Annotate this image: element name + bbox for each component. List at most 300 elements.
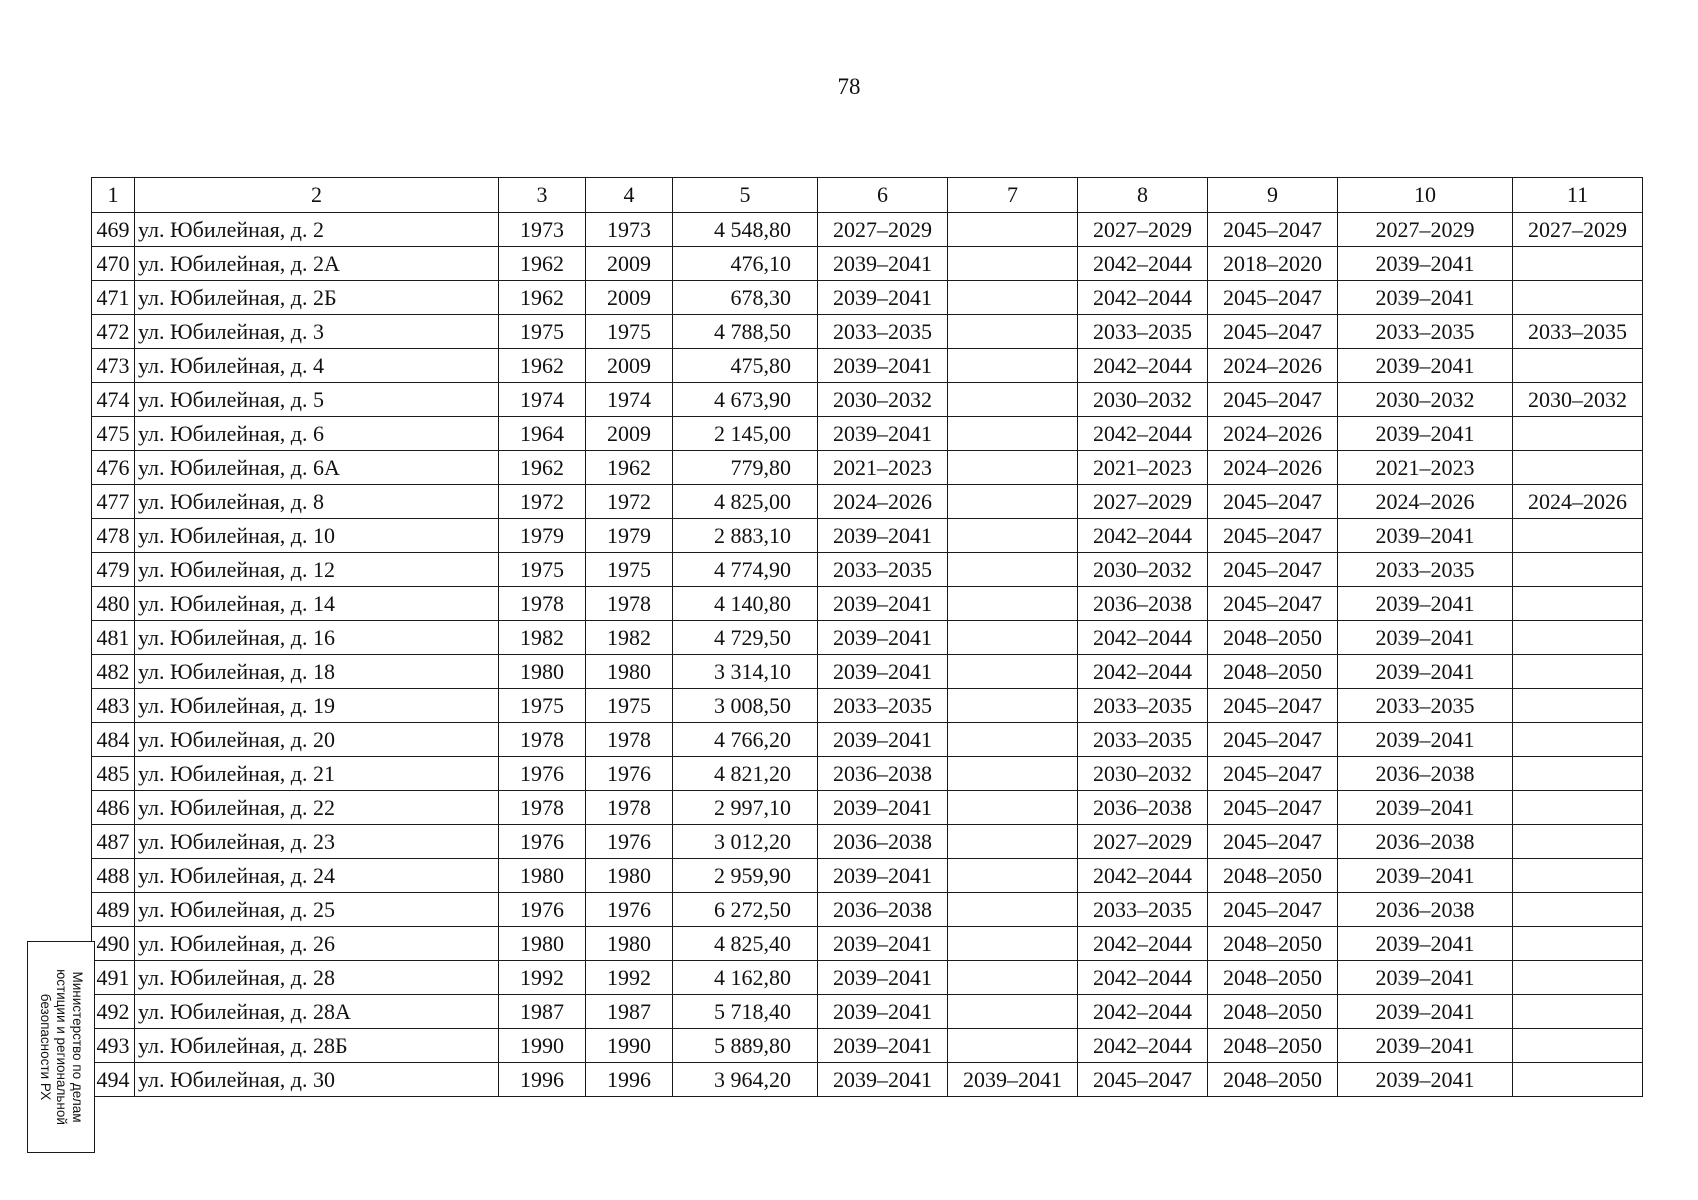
column-header: 5 [673, 178, 818, 213]
period-col-9-cell: 2045–2047 [1208, 553, 1338, 587]
year-commissioned-cell: 1974 [586, 383, 673, 417]
period-col-10-cell: 2039–2041 [1338, 1063, 1513, 1097]
period-col-9-cell: 2048–2050 [1208, 961, 1338, 995]
year-built-cell: 1980 [499, 927, 586, 961]
address-cell: ул. Юбилейная, д. 8 [135, 485, 499, 519]
row-number-cell: 487 [92, 825, 135, 859]
period-col-11-cell [1513, 893, 1643, 927]
total-area-cell: 3 012,20 [673, 825, 818, 859]
period-col-10-cell: 2039–2041 [1338, 281, 1513, 315]
year-built-cell: 1987 [499, 995, 586, 1029]
period-col-8-cell: 2042–2044 [1078, 995, 1208, 1029]
address-cell: ул. Юбилейная, д. 20 [135, 723, 499, 757]
address-cell: ул. Юбилейная, д. 28Б [135, 1029, 499, 1063]
row-number-cell: 477 [92, 485, 135, 519]
total-area-cell: 4 766,20 [673, 723, 818, 757]
period-col-8-cell: 2042–2044 [1078, 519, 1208, 553]
period-col-8-cell: 2033–2035 [1078, 315, 1208, 349]
period-col-10-cell: 2039–2041 [1338, 723, 1513, 757]
column-header: 8 [1078, 178, 1208, 213]
period-col-9-cell: 2045–2047 [1208, 689, 1338, 723]
period-col-6-cell: 2039–2041 [818, 791, 948, 825]
period-col-8-cell: 2042–2044 [1078, 621, 1208, 655]
period-col-9-cell: 2045–2047 [1208, 485, 1338, 519]
period-col-6-cell: 2039–2041 [818, 621, 948, 655]
period-col-7-cell [948, 995, 1078, 1029]
period-col-11-cell [1513, 247, 1643, 281]
period-col-8-cell: 2030–2032 [1078, 383, 1208, 417]
period-col-11-cell [1513, 553, 1643, 587]
period-col-7-cell [948, 859, 1078, 893]
period-col-9-cell: 2048–2050 [1208, 859, 1338, 893]
total-area-cell: 4 825,00 [673, 485, 818, 519]
period-col-10-cell: 2039–2041 [1338, 961, 1513, 995]
header-row [92, 178, 1643, 213]
address-cell: ул. Юбилейная, д. 16 [135, 621, 499, 655]
period-col-9-cell: 2045–2047 [1208, 383, 1338, 417]
year-built-cell: 1982 [499, 621, 586, 655]
year-built-cell: 1996 [499, 1063, 586, 1097]
period-col-7-cell [948, 451, 1078, 485]
total-area-cell: 6 272,50 [673, 893, 818, 927]
year-built-cell: 1979 [499, 519, 586, 553]
address-cell: ул. Юбилейная, д. 3 [135, 315, 499, 349]
total-area-cell: 3 314,10 [673, 655, 818, 689]
period-col-7-cell: 2039–2041 [948, 1063, 1078, 1097]
period-col-9-cell: 2024–2026 [1208, 417, 1338, 451]
period-col-8-cell: 2027–2029 [1078, 825, 1208, 859]
year-commissioned-cell: 1975 [586, 315, 673, 349]
period-col-10-cell: 2039–2041 [1338, 587, 1513, 621]
period-col-11-cell: 2033–2035 [1513, 315, 1643, 349]
period-col-11-cell: 2030–2032 [1513, 383, 1643, 417]
period-col-6-cell: 2039–2041 [818, 995, 948, 1029]
row-number-cell: 491 [92, 961, 135, 995]
period-col-6-cell: 2024–2026 [818, 485, 948, 519]
column-header: 10 [1338, 178, 1513, 213]
period-col-10-cell: 2039–2041 [1338, 349, 1513, 383]
period-col-6-cell: 2039–2041 [818, 1029, 948, 1063]
table-row [92, 859, 1643, 893]
year-built-cell: 1975 [499, 553, 586, 587]
address-cell: ул. Юбилейная, д. 30 [135, 1063, 499, 1097]
year-commissioned-cell: 1980 [586, 655, 673, 689]
period-col-10-cell: 2039–2041 [1338, 859, 1513, 893]
row-number-cell: 485 [92, 757, 135, 791]
total-area-cell: 4 788,50 [673, 315, 818, 349]
table-row [92, 519, 1643, 553]
address-cell: ул. Юбилейная, д. 2 [135, 213, 499, 247]
period-col-6-cell: 2033–2035 [818, 689, 948, 723]
column-header: 9 [1208, 178, 1338, 213]
year-built-cell: 1962 [499, 281, 586, 315]
year-commissioned-cell: 1976 [586, 893, 673, 927]
column-header: 1 [92, 178, 135, 213]
total-area-cell: 3 964,20 [673, 1063, 818, 1097]
table-row [92, 213, 1643, 247]
table-row [92, 349, 1643, 383]
table-row [92, 1029, 1643, 1063]
address-cell: ул. Юбилейная, д. 28 [135, 961, 499, 995]
period-col-10-cell: 2036–2038 [1338, 757, 1513, 791]
row-number-cell: 471 [92, 281, 135, 315]
table-row [92, 791, 1643, 825]
period-col-8-cell: 2030–2032 [1078, 553, 1208, 587]
total-area-cell: 4 821,20 [673, 757, 818, 791]
period-col-7-cell [948, 961, 1078, 995]
address-cell: ул. Юбилейная, д. 4 [135, 349, 499, 383]
year-commissioned-cell: 2009 [586, 281, 673, 315]
year-commissioned-cell: 1996 [586, 1063, 673, 1097]
row-number-cell: 473 [92, 349, 135, 383]
period-col-7-cell [948, 417, 1078, 451]
year-built-cell: 1980 [499, 655, 586, 689]
period-col-8-cell: 2027–2029 [1078, 485, 1208, 519]
table-row [92, 281, 1643, 315]
period-col-9-cell: 2048–2050 [1208, 995, 1338, 1029]
row-number-cell: 494 [92, 1063, 135, 1097]
period-col-8-cell: 2045–2047 [1078, 1063, 1208, 1097]
period-col-11-cell [1513, 621, 1643, 655]
period-col-8-cell: 2030–2032 [1078, 757, 1208, 791]
year-built-cell: 1974 [499, 383, 586, 417]
period-col-7-cell [948, 553, 1078, 587]
period-col-11-cell [1513, 859, 1643, 893]
period-col-11-cell [1513, 995, 1643, 1029]
period-col-8-cell: 2042–2044 [1078, 281, 1208, 315]
year-commissioned-cell: 1978 [586, 791, 673, 825]
period-col-8-cell: 2036–2038 [1078, 587, 1208, 621]
row-number-cell: 475 [92, 417, 135, 451]
period-col-10-cell: 2027–2029 [1338, 213, 1513, 247]
period-col-10-cell: 2039–2041 [1338, 791, 1513, 825]
address-cell: ул. Юбилейная, д. 2А [135, 247, 499, 281]
period-col-8-cell: 2027–2029 [1078, 213, 1208, 247]
row-number-cell: 482 [92, 655, 135, 689]
period-col-11-cell [1513, 349, 1643, 383]
year-built-cell: 1972 [499, 485, 586, 519]
period-col-7-cell [948, 315, 1078, 349]
year-commissioned-cell: 1978 [586, 587, 673, 621]
period-col-8-cell: 2042–2044 [1078, 655, 1208, 689]
period-col-11-cell [1513, 451, 1643, 485]
period-col-7-cell [948, 349, 1078, 383]
period-col-9-cell: 2024–2026 [1208, 349, 1338, 383]
period-col-10-cell: 2039–2041 [1338, 247, 1513, 281]
total-area-cell: 4 774,90 [673, 553, 818, 587]
year-built-cell: 1976 [499, 825, 586, 859]
period-col-9-cell: 2048–2050 [1208, 927, 1338, 961]
period-col-9-cell: 2045–2047 [1208, 315, 1338, 349]
address-cell: ул. Юбилейная, д. 5 [135, 383, 499, 417]
total-area-cell: 779,80 [673, 451, 818, 485]
table-row [92, 417, 1643, 451]
period-col-11-cell: 2027–2029 [1513, 213, 1643, 247]
period-col-7-cell [948, 655, 1078, 689]
table-row [92, 1063, 1643, 1097]
row-number-cell: 483 [92, 689, 135, 723]
table-row [92, 655, 1643, 689]
address-cell: ул. Юбилейная, д. 26 [135, 927, 499, 961]
year-commissioned-cell: 1982 [586, 621, 673, 655]
address-cell: ул. Юбилейная, д. 22 [135, 791, 499, 825]
period-col-10-cell: 2033–2035 [1338, 315, 1513, 349]
column-header: 6 [818, 178, 948, 213]
table-row [92, 689, 1643, 723]
address-cell: ул. Юбилейная, д. 24 [135, 859, 499, 893]
address-cell: ул. Юбилейная, д. 2Б [135, 281, 499, 315]
period-col-9-cell: 2018–2020 [1208, 247, 1338, 281]
period-col-8-cell: 2033–2035 [1078, 689, 1208, 723]
row-number-cell: 478 [92, 519, 135, 553]
year-built-cell: 1973 [499, 213, 586, 247]
column-header: 11 [1513, 178, 1643, 213]
year-built-cell: 1964 [499, 417, 586, 451]
period-col-11-cell [1513, 587, 1643, 621]
period-col-9-cell: 2045–2047 [1208, 519, 1338, 553]
row-number-cell: 481 [92, 621, 135, 655]
period-col-6-cell: 2039–2041 [818, 587, 948, 621]
year-built-cell: 1962 [499, 451, 586, 485]
total-area-cell: 4 162,80 [673, 961, 818, 995]
year-built-cell: 1975 [499, 689, 586, 723]
table-row [92, 485, 1643, 519]
period-col-6-cell: 2039–2041 [818, 519, 948, 553]
year-built-cell: 1975 [499, 315, 586, 349]
period-col-6-cell: 2039–2041 [818, 281, 948, 315]
table-row [92, 825, 1643, 859]
table-row [92, 927, 1643, 961]
period-col-11-cell [1513, 961, 1643, 995]
address-cell: ул. Юбилейная, д. 25 [135, 893, 499, 927]
total-area-cell: 2 959,90 [673, 859, 818, 893]
column-header: 2 [135, 178, 499, 213]
period-col-8-cell: 2042–2044 [1078, 349, 1208, 383]
period-col-10-cell: 2039–2041 [1338, 417, 1513, 451]
total-area-cell: 4 825,40 [673, 927, 818, 961]
column-header: 7 [948, 178, 1078, 213]
period-col-10-cell: 2033–2035 [1338, 553, 1513, 587]
year-commissioned-cell: 1978 [586, 723, 673, 757]
year-commissioned-cell: 1962 [586, 451, 673, 485]
year-built-cell: 1992 [499, 961, 586, 995]
row-number-cell: 472 [92, 315, 135, 349]
year-built-cell: 1990 [499, 1029, 586, 1063]
total-area-cell: 5 889,80 [673, 1029, 818, 1063]
total-area-cell: 2 997,10 [673, 791, 818, 825]
period-col-9-cell: 2045–2047 [1208, 587, 1338, 621]
period-col-7-cell [948, 689, 1078, 723]
period-col-11-cell [1513, 1063, 1643, 1097]
table-row [92, 247, 1643, 281]
period-col-8-cell: 2021–2023 [1078, 451, 1208, 485]
table-row [92, 587, 1643, 621]
total-area-cell: 4 729,50 [673, 621, 818, 655]
period-col-6-cell: 2039–2041 [818, 723, 948, 757]
period-col-11-cell: 2024–2026 [1513, 485, 1643, 519]
period-col-7-cell [948, 825, 1078, 859]
period-col-8-cell: 2042–2044 [1078, 417, 1208, 451]
period-col-6-cell: 2039–2041 [818, 927, 948, 961]
year-built-cell: 1962 [499, 247, 586, 281]
period-col-11-cell [1513, 281, 1643, 315]
period-col-11-cell [1513, 757, 1643, 791]
year-built-cell: 1978 [499, 723, 586, 757]
table-row [92, 893, 1643, 927]
table-row [92, 757, 1643, 791]
period-col-8-cell: 2033–2035 [1078, 893, 1208, 927]
table-row [92, 451, 1643, 485]
address-cell: ул. Юбилейная, д. 12 [135, 553, 499, 587]
year-commissioned-cell: 1975 [586, 553, 673, 587]
year-commissioned-cell: 1972 [586, 485, 673, 519]
period-col-7-cell [948, 621, 1078, 655]
period-col-11-cell [1513, 723, 1643, 757]
row-number-cell: 476 [92, 451, 135, 485]
period-col-9-cell: 2048–2050 [1208, 655, 1338, 689]
period-col-10-cell: 2021–2023 [1338, 451, 1513, 485]
period-col-11-cell [1513, 1029, 1643, 1063]
period-col-6-cell: 2039–2041 [818, 655, 948, 689]
year-commissioned-cell: 1975 [586, 689, 673, 723]
year-built-cell: 1978 [499, 791, 586, 825]
total-area-cell: 2 145,00 [673, 417, 818, 451]
total-area-cell: 475,80 [673, 349, 818, 383]
period-col-9-cell: 2045–2047 [1208, 723, 1338, 757]
address-cell: ул. Юбилейная, д. 6 [135, 417, 499, 451]
period-col-6-cell: 2036–2038 [818, 757, 948, 791]
year-commissioned-cell: 1976 [586, 757, 673, 791]
address-cell: ул. Юбилейная, д. 21 [135, 757, 499, 791]
period-col-8-cell: 2036–2038 [1078, 791, 1208, 825]
year-built-cell: 1976 [499, 757, 586, 791]
period-col-10-cell: 2036–2038 [1338, 825, 1513, 859]
period-col-11-cell [1513, 417, 1643, 451]
ministry-stamp [27, 941, 95, 1153]
period-col-6-cell: 2039–2041 [818, 349, 948, 383]
row-number-cell: 479 [92, 553, 135, 587]
period-col-9-cell: 2024–2026 [1208, 451, 1338, 485]
table-row [92, 723, 1643, 757]
period-col-9-cell: 2045–2047 [1208, 281, 1338, 315]
period-col-10-cell: 2033–2035 [1338, 689, 1513, 723]
year-commissioned-cell: 1990 [586, 1029, 673, 1063]
period-col-6-cell: 2030–2032 [818, 383, 948, 417]
period-col-7-cell [948, 587, 1078, 621]
total-area-cell: 476,10 [673, 247, 818, 281]
row-number-cell: 484 [92, 723, 135, 757]
year-commissioned-cell: 2009 [586, 349, 673, 383]
period-col-10-cell: 2039–2041 [1338, 621, 1513, 655]
period-col-11-cell [1513, 689, 1643, 723]
table-row [92, 383, 1643, 417]
year-commissioned-cell: 1980 [586, 859, 673, 893]
period-col-10-cell: 2039–2041 [1338, 655, 1513, 689]
period-col-10-cell: 2039–2041 [1338, 927, 1513, 961]
period-col-9-cell: 2045–2047 [1208, 825, 1338, 859]
period-col-6-cell: 2036–2038 [818, 825, 948, 859]
period-col-8-cell: 2042–2044 [1078, 247, 1208, 281]
row-number-cell: 490 [92, 927, 135, 961]
total-area-cell: 4 548,80 [673, 213, 818, 247]
period-col-6-cell: 2033–2035 [818, 315, 948, 349]
period-col-6-cell: 2039–2041 [818, 859, 948, 893]
period-col-7-cell [948, 723, 1078, 757]
period-col-7-cell [948, 383, 1078, 417]
period-col-7-cell [948, 1029, 1078, 1063]
column-header: 4 [586, 178, 673, 213]
total-area-cell: 4 140,80 [673, 587, 818, 621]
period-col-9-cell: 2045–2047 [1208, 893, 1338, 927]
period-col-6-cell: 2039–2041 [818, 417, 948, 451]
year-built-cell: 1962 [499, 349, 586, 383]
period-col-6-cell: 2033–2035 [818, 553, 948, 587]
row-number-cell: 469 [92, 213, 135, 247]
period-col-10-cell: 2030–2032 [1338, 383, 1513, 417]
period-col-6-cell: 2021–2023 [818, 451, 948, 485]
stamp-text: Министерство по делам юстиции и региональной безопасности РХ [38, 969, 85, 1125]
table-row [92, 995, 1643, 1029]
year-commissioned-cell: 1976 [586, 825, 673, 859]
period-col-6-cell: 2027–2029 [818, 213, 948, 247]
address-cell: ул. Юбилейная, д. 28А [135, 995, 499, 1029]
year-built-cell: 1976 [499, 893, 586, 927]
period-col-11-cell [1513, 791, 1643, 825]
row-number-cell: 489 [92, 893, 135, 927]
period-col-6-cell: 2039–2041 [818, 961, 948, 995]
period-col-7-cell [948, 485, 1078, 519]
year-commissioned-cell: 1980 [586, 927, 673, 961]
address-cell: ул. Юбилейная, д. 23 [135, 825, 499, 859]
period-col-10-cell: 2036–2038 [1338, 893, 1513, 927]
row-number-cell: 470 [92, 247, 135, 281]
year-commissioned-cell: 1992 [586, 961, 673, 995]
period-col-8-cell: 2033–2035 [1078, 723, 1208, 757]
period-col-10-cell: 2039–2041 [1338, 1029, 1513, 1063]
period-col-8-cell: 2042–2044 [1078, 1029, 1208, 1063]
year-built-cell: 1978 [499, 587, 586, 621]
period-col-8-cell: 2042–2044 [1078, 859, 1208, 893]
period-col-7-cell [948, 893, 1078, 927]
period-col-7-cell [948, 927, 1078, 961]
period-col-7-cell [948, 757, 1078, 791]
row-number-cell: 486 [92, 791, 135, 825]
address-cell: ул. Юбилейная, д. 19 [135, 689, 499, 723]
year-commissioned-cell: 1973 [586, 213, 673, 247]
year-built-cell: 1980 [499, 859, 586, 893]
row-number-cell: 492 [92, 995, 135, 1029]
row-number-cell: 480 [92, 587, 135, 621]
period-col-9-cell: 2045–2047 [1208, 791, 1338, 825]
page-number: 78 [837, 74, 861, 99]
column-header: 3 [499, 178, 586, 213]
period-col-7-cell [948, 519, 1078, 553]
year-commissioned-cell: 2009 [586, 247, 673, 281]
period-col-9-cell: 2045–2047 [1208, 213, 1338, 247]
table-row [92, 621, 1643, 655]
period-col-10-cell: 2039–2041 [1338, 995, 1513, 1029]
period-col-10-cell: 2039–2041 [1338, 519, 1513, 553]
total-area-cell: 4 673,90 [673, 383, 818, 417]
table-row [92, 553, 1643, 587]
total-area-cell: 3 008,50 [673, 689, 818, 723]
period-col-6-cell: 2036–2038 [818, 893, 948, 927]
period-col-9-cell: 2048–2050 [1208, 1063, 1338, 1097]
address-cell: ул. Юбилейная, д. 10 [135, 519, 499, 553]
period-col-7-cell [948, 281, 1078, 315]
period-col-11-cell [1513, 519, 1643, 553]
period-col-10-cell: 2024–2026 [1338, 485, 1513, 519]
